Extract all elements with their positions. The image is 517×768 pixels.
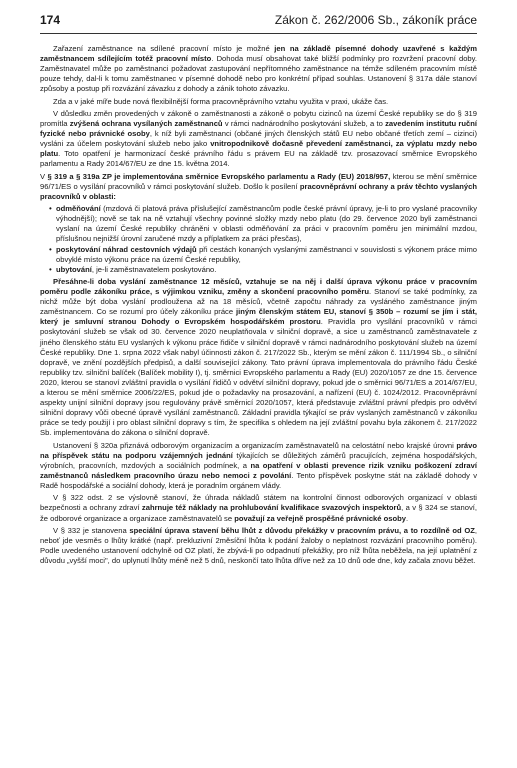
text-run: v rámci nadnárodního poskytování služeb, a to: [222, 119, 386, 129]
paragraph: [40, 277, 477, 439]
text-run: . Tento příspěvek poskytne stát na základě dohody v Radě hospodářské a sociální dohody, která je poradním orgánem vlády.: [40, 470, 477, 491]
text-run: . Dohoda musí obsahovat také bližší podmínky pro rozvržení pracovní doby. Zaměstnavatel může po zaměstnanci požadovat zastupování nepřítomného zaměstnance na témže sdíleném pracovním místě pouze tehdy, dal-li k tomu zaměstnanec v písemné dohodě nebo pro konkrétní případ souhlas. Ustanovení § 317a dále stanoví způsoby a postup při rozvázání závazku z dohody a zánik tohoto závazku.: [40, 54, 477, 94]
bullet-item: [54, 265, 477, 275]
bold-run: považují za veřejně prospěšné právnické osoby: [234, 513, 406, 523]
paragraph: [40, 97, 477, 107]
text-run: týkajících se důležitých záměrů pracujících, zejména hospodářských, výrobních, pracovních, mzdových a sociálních podmínek, a: [40, 450, 477, 470]
page-number: 174: [40, 13, 61, 27]
bold-run: pracovněprávní ochrany a práv těchto vyslaných pracovníků v oblasti:: [40, 181, 477, 201]
text-run: V § 332 je stanovena: [53, 525, 130, 535]
text-run: . Pravidla pro vysílání pracovníků v rámci poskytování služeb se však od 30. července 2020 neuplatňovala v silniční dopravě, a sice u zaměstnanců zaměstnavatele z jiného členského státu EU vyslaných k výkonu práce řidiče v silniční dopravě v rámci nadnárodního poskytování služeb na území České republiky. Dne 1. srpna 2022 však nabyl účinnosti zákon č. 217/2022 Sb., kterým se mění zákon č. 111/1994 Sb., o silniční dopravě, ve znění pozdějších předpisů, a další související zákony. Tato právní úprava implementovala do právního řádu České republiky tzv. silniční balíček (Balíček mobility I), tj. směrnici Evropského parlamentu a Rady (EU) 2020/1057 ze dne 15. července 2020, kterou se stanoví zvláštní pravidla o vysílání řidičů v odvětví silniční dopravy, pokud jde o směrnici 96/71/ES a 2014/67/EU, a kterou se mění směrnice 2006/22/ES, pokud jde o požadavky na prosazování, a nařízení (EU) č. 1024/2012. Pracovněprávní aspekty unijní silniční dopravy jsou regulovány právě směrnicí 2020/1057, která představuje zvláštní právní předpis pro odvětví silniční dopravy vůči obecné úpravě vysílání zaměstnanců. Základní pravidla týkající se práv vyslaných zaměstnanců v zákoníku práce se tedy použijí i pro oblast silniční dopravy s tím, že specifika s ohledem na její zvláštní povahu byla zákonem č. 217/2022 Sb. implementována do zákona o silniční dopravě.: [40, 317, 477, 438]
page-header: [40, 0, 477, 34]
text-run: Ustanovení § 320a přiznává odborovým organizacím a organizacím zaměstnavatelů na celostátní nebo krajské úrovni: [53, 440, 457, 450]
bold-run: speciální úprava stavení běhu lhůt z důvodu překážky v pracovním právu, a to rozdílně od OZ: [129, 525, 475, 535]
bullet-item: [54, 204, 477, 244]
body-text: [40, 44, 477, 566]
text-run: (mzdová či platová práva příslušející zaměstnancům podle české právní úpravy, je-li to pro vyslané pracovníky výhodnější); nově se tak na ně vztahují všechny povinné složky mzdy nebo platu (do 29. července 2020 byli zaměstnanci vyslaní na území České republiky chráněni v oblasti odměňování za práci v pracovním poměru jen minimální mzdou, příslušnou nejnižší úrovní zaručené mzdy a příplatkem za práci přesčas),: [56, 204, 477, 244]
bold-run: vnitropodnikově dočasně převedení zaměstnanci, za výplatu mzdy nebo platu: [40, 139, 477, 159]
paragraph: [40, 526, 477, 566]
paragraph: [40, 441, 477, 491]
text-run: kterou se mění směrnice 96/71/ES o vysílání pracovníků v rámci poskytování služeb. Došlo k posílení: [40, 171, 477, 191]
bold-run: na opatření v oblasti prevence rizik vzniku poškození zdraví zaměstnanců následkem pracovního úrazu nebo nemoci z povolání: [40, 460, 477, 480]
bullet-list: [40, 204, 477, 275]
text-run: , je-li zaměstnavatelem poskytováno.: [91, 264, 217, 274]
text-run: , a v § 324 se stanoví, že odborové organizace a organizace zaměstnavatelů se: [40, 503, 477, 523]
text-run: Zařazení zaměstnance na sdílené pracovní místo je možné: [53, 44, 275, 53]
paragraph: [40, 44, 477, 94]
bold-run: Přesáhne-li doba vyslání zaměstnance 12 měsíců, vztahuje se na něj i další úprava výkonu práce v pracovním poměru podle zákoníku práce, s výjimkou vzniku, změny a skončení pracovního poměru: [40, 277, 477, 297]
section-main: [40, 277, 477, 566]
bullet-item: [54, 245, 477, 265]
text-run: V důsledku změn provedených v zákoně o zaměstnanosti a zákoně o pobytu cizinců na území České republiky se do § 319 promítla: [40, 108, 477, 129]
text-run: , k níž byli zaměstnanci (občané jiných členských států EU nebo občané třetích zemí – cizinci) vysláni za účelem poskytování služeb nebo jako: [40, 129, 477, 149]
text-run: .: [405, 513, 409, 523]
text-run: . Stanoví se také podmínky, za nichž může být doba vyslání prodloužena až na 18 měsíců, včetně započtu náhrady za vysláného zaměstnance jiným zaměstnancem. Co se rozumí pro účely zákoníku práce: [40, 287, 477, 317]
section-intro: [40, 44, 477, 202]
paragraph: [40, 493, 477, 523]
paragraph: [40, 109, 477, 170]
paragraph: [40, 172, 477, 202]
bold-run: jiným členským státem EU, stanoví § 350b – rozumí se jím i stát, který je smluvní stranou Dohody o Evropském hospodářském prostoru: [40, 307, 478, 327]
text-run: V § 322 odst. 2 se výslovně stanoví, že úhrada nákladů státem na kontrolní činnost odborových organizací v oblasti bezpečnosti a ochrany zdraví: [40, 493, 477, 513]
text-run: při cestách konaných vyslanými zaměstnanci v souvislosti s výkonem práce mimo obvyklé místo výkonu práce na území České republiky,: [56, 244, 477, 264]
bold-run: zvýšená ochrana vysílaných zaměstnanců: [69, 119, 223, 129]
text-run: Zda a v jaké míře bude nová flexibilnější forma pracovněprávního vztahu využita v praxi, ukáže čas.: [53, 96, 389, 106]
bold-run: § 319 a § 319a ZP je implementována směrnice Evropského parlamentu a Rady (EU) 2018/957,: [47, 171, 391, 181]
bold-run: odměňování: [56, 204, 101, 214]
bold-run: zahrnuje též náklady na prohlubování kvalifikace svazových inspektorů: [141, 503, 402, 513]
bold-run: poskytování náhrad cestovních výdajů: [56, 244, 197, 254]
text-run: , neboť jde vesměs o lhůty krátké (např. prekluzivní 2měsíční lhůta k podání žaloby o neplatnost rozvázání pracovního poměru). Podle uvedeného ustanovení odchylně od OZ platí, že zbývá-li po odpadnutí překážky, pro níž lhůta neběžela, na její uplatnění z důvodu „vyšší moci", do uplynutí lhůty méně než 5 dnů, neskončí tato lhůta dříve než za 10 dnů ode dne, kdy začala znovu běžet.: [40, 525, 478, 566]
bold-run: ubytování: [56, 264, 92, 274]
bold-run: zavedením institutu ruční fyzické nebo právnické osoby: [40, 119, 477, 139]
running-title: Zákon č. 262/2006 Sb., zákoník práce: [274, 13, 477, 27]
text-run: . Toto opatření je harmonizací české právního řádu s právem EU na základě tzv. prosazovací směrnice Evropského parlamentu a Rady 2014/67/EU ze dne 15. května 2014.: [40, 149, 477, 169]
bold-run: jen na základě písemné dohody uzavřené s každým zaměstnancem sdílejícím totéž pracovní místo: [40, 44, 477, 64]
bold-run: právo na příspěvek státu na podporu vzájemných jednání: [40, 440, 477, 460]
text-run: V: [40, 171, 48, 181]
